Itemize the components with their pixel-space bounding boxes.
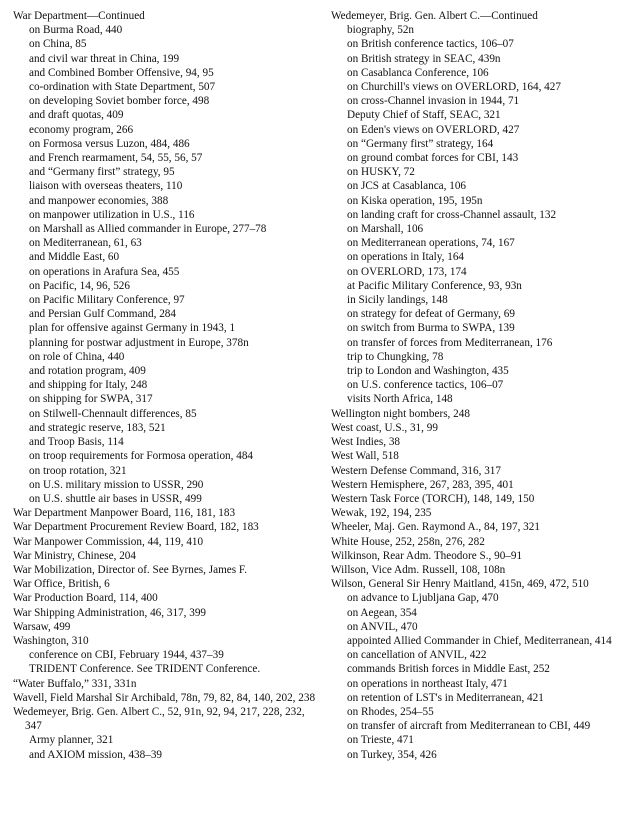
index-entry: White House, 252, 258n, 276, 282	[331, 535, 485, 548]
index-subentry: on British conference tactics, 106–07	[347, 38, 514, 51]
index-entry: Western Hemisphere, 267, 283, 395, 401	[331, 478, 514, 491]
index-entry: Western Task Force (TORCH), 148, 149, 150	[331, 492, 535, 505]
index-subentry: Deputy Chief of Staff, SEAC, 321	[347, 109, 501, 122]
index-entry: War Department Procurement Review Board, 182, 183	[13, 521, 259, 534]
index-subentry: TRIDENT Conference. See TRIDENT Conference.	[29, 663, 261, 676]
index-entry: West Indies, 38	[331, 436, 401, 449]
index-subentry: on Kiska operation, 195, 195n	[347, 194, 483, 207]
index-subentry: on troop rotation, 321	[29, 464, 127, 477]
index-subentry: biography, 52n	[347, 24, 415, 37]
index-subentry: on operations in northeast Italy, 471	[347, 677, 508, 690]
index-subentry: economy program, 266	[29, 123, 134, 136]
index-entry: War Shipping Administration, 46, 317, 399	[13, 606, 207, 619]
index-subentry: on advance to Ljubljana Gap, 470	[347, 592, 499, 605]
index-subentry: appointed Allied Commander in Chief, Mediterranean, 414	[347, 634, 612, 647]
index-subentry: on operations in Arafura Sea, 455	[29, 265, 180, 278]
index-entry: West Wall, 518	[331, 450, 399, 463]
index-subentry: on U.S. shuttle air bases in USSR, 499	[29, 492, 202, 505]
index-entry: Wheeler, Maj. Gen. Raymond A., 84, 197, 321	[331, 521, 540, 534]
index-subentry: on Formosa versus Luzon, 484, 486	[29, 137, 190, 150]
index-column-right	[331, 9, 631, 762]
index-entry: Wedemeyer, Brig. Gen. Albert C., 52, 91n, 92, 94, 217, 228, 232, 347	[13, 705, 305, 733]
index-subentry: on transfer of aircraft from Mediterranean to CBI, 449	[347, 720, 591, 733]
index-entry: Wilkinson, Rear Adm. Theodore S., 90–91	[331, 549, 523, 562]
index-subentry: on British strategy in SEAC, 439n	[347, 52, 501, 65]
index-subentry: and draft quotas, 409	[29, 109, 124, 122]
index-subentry: on Pacific, 14, 96, 526	[29, 279, 130, 292]
index-subentry: and Troop Basis, 114	[29, 436, 124, 449]
index-entry: Western Defense Command, 316, 317	[331, 464, 501, 477]
index-subentry: on Burma Road, 440	[29, 24, 123, 37]
index-entry: West coast, U.S., 31, 99	[331, 421, 438, 434]
index-subentry: on transfer of forces from Mediterranean, 176	[347, 336, 553, 349]
index-entry: “Water Buffalo,” 331, 331n	[13, 677, 137, 690]
index-subentry: on retention of LST's in Mediterranean, 421	[347, 691, 544, 704]
index-subentry: on Turkey, 354, 426	[347, 748, 437, 761]
index-subentry: conference on CBI, February 1944, 437–39	[29, 649, 224, 662]
index-entry: War Department Manpower Board, 116, 181, 183	[13, 507, 236, 520]
index-subentry: and rotation program, 409	[29, 365, 146, 378]
index-subentry: on cancellation of ANVIL, 422	[347, 649, 487, 662]
index-subentry: on Stilwell-Chennault differences, 85	[29, 407, 197, 420]
index-subentry: and civil war threat in China, 199	[29, 52, 180, 65]
index-subentry: on cross-Channel invasion in 1944, 71	[347, 95, 520, 108]
index-subentry: planning for postwar adjustment in Europe, 378n	[29, 336, 249, 349]
index-subentry: on shipping for SWPA, 317	[29, 393, 153, 406]
index-subentry: on ANVIL, 470	[347, 620, 418, 633]
index-entry: War Ministry, Chinese, 204	[13, 549, 136, 562]
index-subentry: on developing Soviet bomber force, 498	[29, 95, 210, 108]
index-subentry: and “Germany first” strategy, 95	[29, 166, 175, 179]
index-entry: War Department—Continued	[13, 10, 145, 22]
index-subentry: on troop requirements for Formosa operation, 484	[29, 450, 254, 463]
index-subentry: on Churchill's views on OVERLORD, 164, 427	[347, 81, 561, 94]
index-subentry: on “Germany first” strategy, 164	[347, 137, 494, 150]
index-subentry: on switch from Burma to SWPA, 139	[347, 322, 515, 335]
index-subentry: trip to Chungking, 78	[347, 350, 444, 363]
index-subentry: on Trieste, 471	[347, 734, 414, 747]
index-subentry: and French rearmament, 54, 55, 56, 57	[29, 152, 203, 165]
index-subentry: and manpower economies, 388	[29, 194, 169, 207]
index-subentry: on manpower utilization in U.S., 116	[29, 208, 195, 221]
index-subentry: on role of China, 440	[29, 350, 125, 363]
index-subentry: on strategy for defeat of Germany, 69	[347, 308, 515, 321]
index-entry: Wilson, General Sir Henry Maitland, 415n, 469, 472, 510	[331, 578, 589, 591]
index-subentry: at Pacific Military Conference, 93, 93n	[347, 279, 522, 292]
index-subentry: and strategic reserve, 183, 521	[29, 421, 166, 434]
index-subentry: on Mediterranean, 61, 63	[29, 237, 142, 250]
index-subentry: on JCS at Casablanca, 106	[347, 180, 467, 193]
index-subentry: and Combined Bomber Offensive, 94, 95	[29, 66, 214, 79]
index-subentry: on U.S. conference tactics, 106–07	[347, 379, 504, 392]
index-subentry: on landing craft for cross-Channel assault, 132	[347, 208, 557, 221]
index-subentry: on Rhodes, 254–55	[347, 705, 434, 718]
index-subentry: on ground combat forces for CBI, 143	[347, 152, 519, 165]
index-subentry: on China, 85	[29, 38, 87, 51]
index-entry: Willson, Vice Adm. Russell, 108, 108n	[331, 563, 506, 576]
index-entry: Wavell, Field Marshal Sir Archibald, 78n, 79, 82, 84, 140, 202, 238	[13, 691, 316, 704]
index-subentry: plan for offensive against Germany in 1943, 1	[29, 322, 236, 335]
index-entry: Wedemeyer, Brig. Gen. Albert C.—Continued	[331, 10, 538, 22]
index-subentry: on Casablanca Conference, 106	[347, 66, 489, 79]
index-subentry: and Middle East, 60	[29, 251, 120, 264]
index-subentry: visits North Africa, 148	[347, 393, 453, 406]
index-entry: War Production Board, 114, 400	[13, 592, 158, 605]
index-subentry: on Eden's views on OVERLORD, 427	[347, 123, 520, 136]
index-subentry: on HUSKY, 72	[347, 166, 415, 179]
index-subentry: on OVERLORD, 173, 174	[347, 265, 467, 278]
index-entry: Warsaw, 499	[13, 620, 71, 633]
index-entry: Wellington night bombers, 248	[331, 407, 470, 420]
index-subentry: and Persian Gulf Command, 284	[29, 308, 176, 321]
index-subentry: on Pacific Military Conference, 97	[29, 294, 185, 307]
index-subentry: on Mediterranean operations, 74, 167	[347, 237, 515, 250]
index-subentry: co-ordination with State Department, 507	[29, 81, 216, 94]
index-column-left	[13, 9, 318, 762]
index-subentry: Army planner, 321	[29, 734, 114, 747]
index-subentry: on U.S. military mission to USSR, 290	[29, 478, 204, 491]
index-entry: War Mobilization, Director of. See Byrnes, James F.	[13, 563, 248, 576]
index-subentry: trip to London and Washington, 435	[347, 365, 509, 378]
index-entry: Wewak, 192, 194, 235	[331, 507, 432, 520]
index-subentry: on operations in Italy, 164	[347, 251, 465, 264]
index-subentry: on Marshall as Allied commander in Europe, 277–78	[29, 223, 267, 236]
index-subentry: on Marshall, 106	[347, 223, 424, 236]
index-subentry: and AXIOM mission, 438–39	[29, 748, 163, 761]
index-subentry: in Sicily landings, 148	[347, 294, 448, 307]
index-entry: War Office, British, 6	[13, 578, 110, 591]
index-entry: Washington, 310	[13, 634, 89, 647]
index-subentry: and shipping for Italy, 248	[29, 379, 148, 392]
index-entry: War Manpower Commission, 44, 119, 410	[13, 535, 204, 548]
index-subentry: liaison with overseas theaters, 110	[29, 180, 183, 193]
index-subentry: commands British forces in Middle East, 252	[347, 663, 550, 676]
index-subentry: on Aegean, 354	[347, 606, 417, 619]
